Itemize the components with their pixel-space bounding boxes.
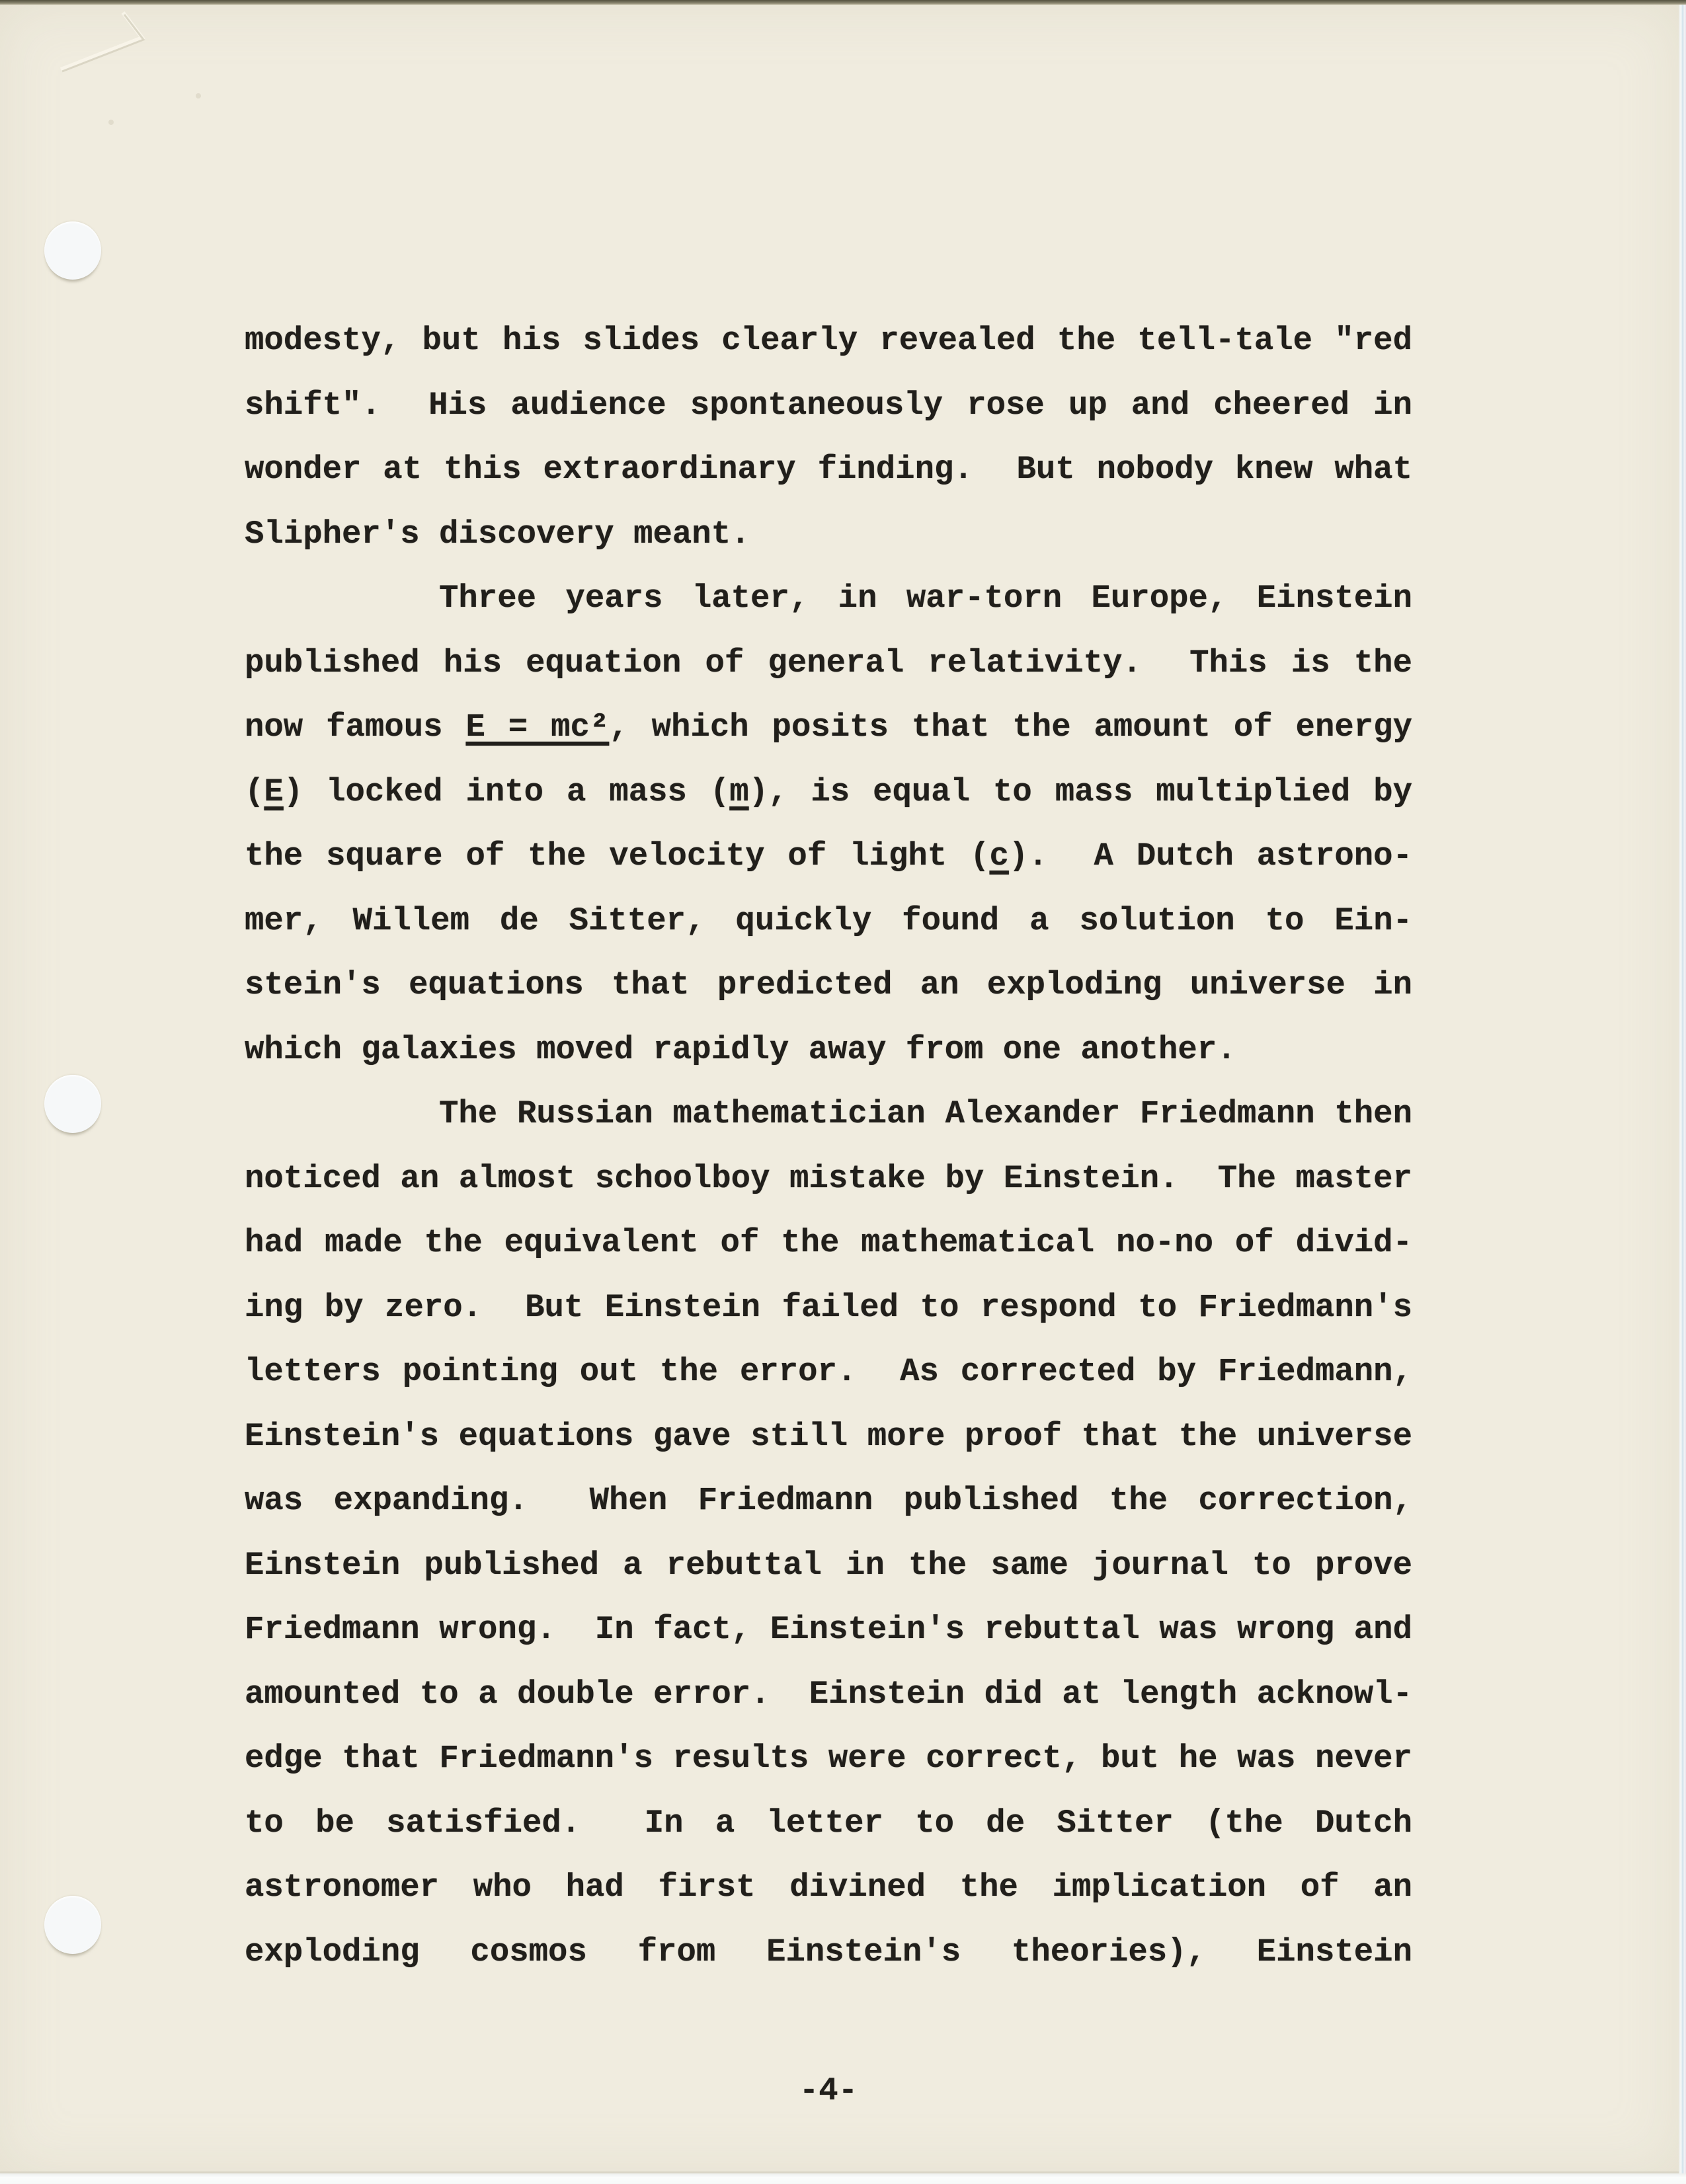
text-line	[245, 824, 1412, 889]
paper-speck	[196, 93, 201, 98]
underlined-text: E = mc²	[465, 709, 610, 746]
text-line	[245, 631, 1412, 696]
text-segment: , which posits that the amount of energy	[609, 709, 1412, 746]
text-segment: astronomer who had first divined the implication of an	[245, 1869, 1412, 1906]
text-line	[245, 889, 1412, 954]
text-line	[245, 566, 1412, 631]
text-line	[245, 438, 1412, 502]
text-line	[245, 953, 1412, 1018]
text-segment: The Russian mathematician Alexander Friedmann then	[439, 1095, 1412, 1132]
text-segment: published his equation of general relativity. This is the	[245, 644, 1412, 682]
text-segment: shift". His audience spontaneously rose up and cheered in	[245, 386, 1412, 424]
text-line	[245, 1340, 1412, 1405]
text-segment: Friedmann wrong. In fact, Einstein's rebuttal was wrong and	[245, 1611, 1412, 1648]
text-line	[245, 760, 1412, 825]
text-segment: wonder at this extraordinary finding. But nobody knew what	[245, 451, 1412, 488]
text-segment: ing by zero. But Einstein failed to respond to Friedmann's	[245, 1288, 1412, 1326]
typed-text	[245, 309, 1412, 1984]
text-line	[245, 502, 1412, 567]
punch-hole-middle	[44, 1075, 101, 1133]
text-line	[245, 1211, 1412, 1276]
text-line	[245, 1920, 1412, 1985]
text-segment: Slipher's discovery meant.	[245, 515, 750, 553]
text-line	[245, 1082, 1412, 1147]
text-line	[245, 373, 1412, 438]
text-segment: had made the equivalent of the mathematical no-no of divid-	[245, 1224, 1412, 1261]
text-line	[245, 1534, 1412, 1598]
text-line	[245, 309, 1412, 373]
text-segment: Three years later, in war-torn Europe, Einstein	[439, 580, 1412, 617]
scan-bottom-edge	[0, 2173, 1686, 2184]
staple-crease-mark	[0, 5, 264, 150]
text-segment: (	[245, 773, 264, 810]
text-segment: Einstein published a rebuttal in the same journal to prove	[245, 1546, 1412, 1584]
text-line	[245, 695, 1412, 760]
text-segment: letters pointing out the error. As corrected by Friedmann,	[245, 1353, 1412, 1390]
text-line	[245, 1598, 1412, 1662]
text-segment: ), is equal to mass multiplied by	[748, 773, 1413, 810]
punch-hole-top	[44, 221, 101, 280]
text-segment: modesty, but his slides clearly revealed the tell-tale "red	[245, 322, 1412, 359]
text-segment: which galaxies moved rapidly away from one another.	[245, 1031, 1236, 1068]
text-line	[245, 1727, 1412, 1791]
text-segment: was expanding. When Friedmann published the correction,	[245, 1482, 1412, 1519]
text-segment: Einstein's equations gave still more proof that the universe	[245, 1417, 1412, 1455]
text-line	[245, 1662, 1412, 1727]
text-segment: exploding cosmos from Einstein's theories), Einstein	[245, 1933, 1412, 1970]
text-line	[245, 1405, 1412, 1469]
text-line	[245, 1276, 1412, 1341]
text-segment: stein's equations that predicted an exploding universe in	[245, 966, 1412, 1003]
underlined-text: E	[264, 773, 284, 810]
scan-right-edge	[1679, 5, 1686, 2173]
text-segment: mer, Willem de Sitter, quickly found a solution to Ein-	[245, 902, 1412, 939]
punch-hole-bottom	[44, 1896, 101, 1954]
text-line	[245, 1791, 1412, 1856]
text-segment: noticed an almost schoolboy mistake by Einstein. The master	[245, 1159, 1412, 1197]
text-line	[245, 1018, 1412, 1083]
text-segment: ). A Dutch astrono-	[1008, 838, 1412, 875]
text-line	[245, 1469, 1412, 1534]
text-segment: now famous	[245, 709, 466, 746]
paper-speck	[108, 120, 114, 125]
page-number: -4-	[799, 2072, 858, 2109]
document-page	[0, 5, 1679, 2173]
text-segment: edge that Friedmann's results were correct, but he was never	[245, 1740, 1412, 1777]
text-segment: ) locked into a mass (	[283, 773, 730, 810]
underlined-text: c	[989, 838, 1009, 875]
text-segment: amounted to a double error. Einstein did at length acknowl-	[245, 1675, 1412, 1713]
underlined-text: m	[729, 773, 749, 810]
text-segment: to be satisfied. In a letter to de Sitter (the Dutch	[245, 1804, 1412, 1842]
text-line	[245, 1855, 1412, 1920]
text-line	[245, 1147, 1412, 1212]
text-segment: the square of the velocity of light (	[245, 838, 990, 875]
